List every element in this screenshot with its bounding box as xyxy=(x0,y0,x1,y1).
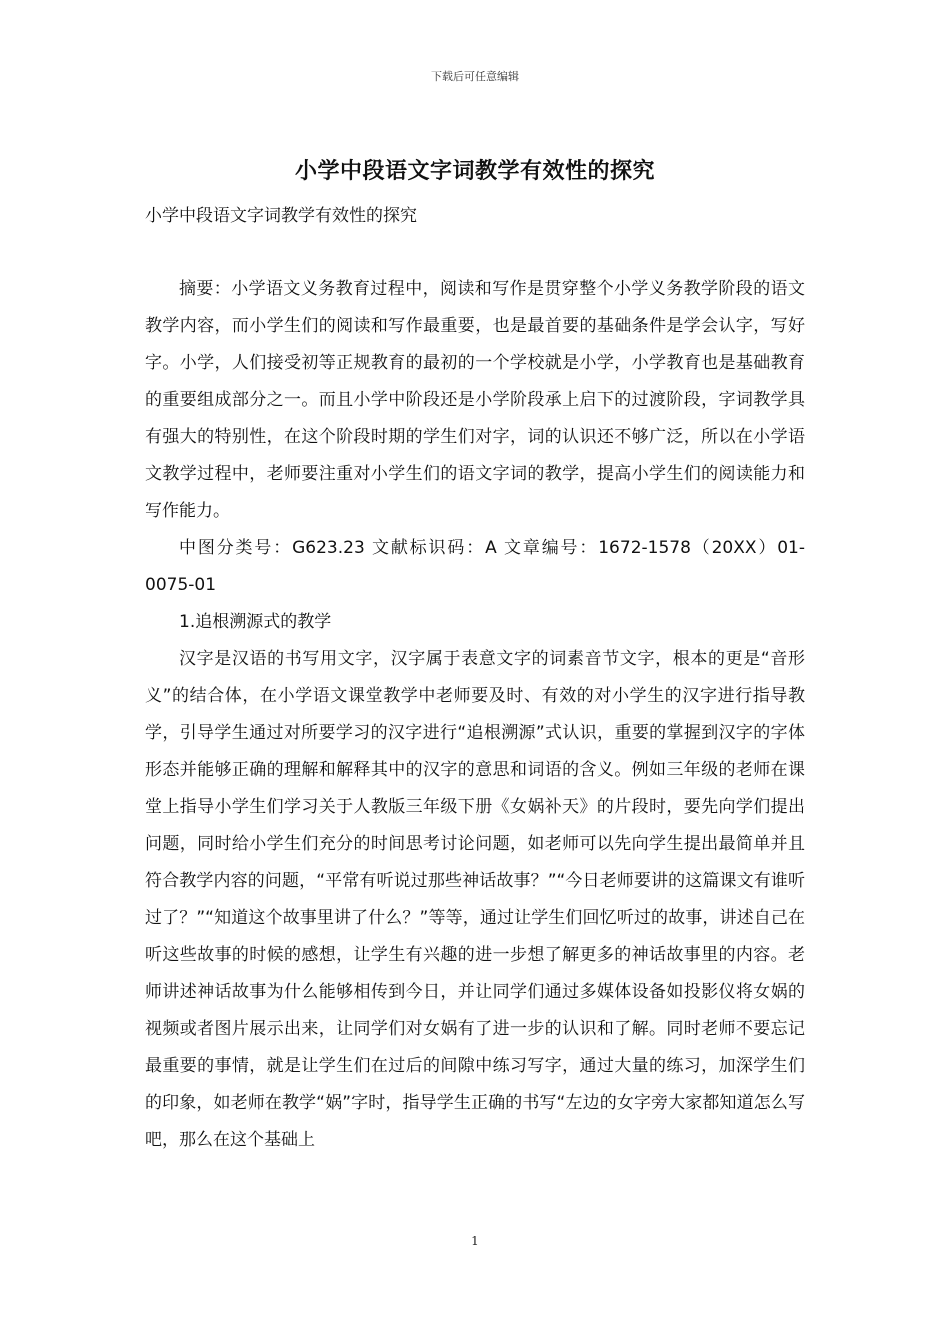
document-title: 小学中段语文字词教学有效性的探究 xyxy=(294,159,655,184)
document-body xyxy=(145,271,805,1159)
section-heading: 1.追根溯源式的教学 xyxy=(179,612,332,632)
classification-paragraph: 中图分类号：G623.23 文献标识码：A 文章编号：1672-1578（20XX）01-0075-01 xyxy=(145,538,805,595)
page-number: 1 xyxy=(471,1234,479,1248)
header-note: 下载后可任意编辑 xyxy=(431,70,519,83)
document-subtitle: 小学中段语文字词教学有效性的探究 xyxy=(145,206,417,226)
abstract-paragraph: 摘要：小学语文义务教育过程中，阅读和写作是贯穿整个小学义务教学阶段的语文教学内容，而小学生们的阅读和写作最重要，也是最首要的基础条件是学会认字，写好字。小学，人们接受初等正规教育的最初的一个学校就是小学，小学教育也是基础教育的重要组成部分之一。而且小学中阶段还是小学阶段承上启下的过渡阶段，字词教学具有强大的特别性，在这个阶段时期的学生们对字，词的认识还不够广泛，所以在小学语文教学过程中，老师要注重对小学生们的语文字词的教学，提高小学生们的阅读能力和写作能力。 xyxy=(145,279,805,521)
body-paragraph: 汉字是汉语的书写用文字，汉字属于表意文字的词素音节文字，根本的更是“音形义”的结合体，在小学语文课堂教学中老师要及时、有效的对小学生的汉字进行指导教学，引导学生通过对所要学习的汉字进行“追根溯源”式认识，重要的掌握到汉字的字体形态并能够正确的理解和解释其中的汉字的意思和词语的含义。例如三年级的老师在课堂上指导小学生们学习关于人教版三年级下册《女娲补天》的片段时，要先向学们提出问题，同时给小学生们充分的时间思考讨论问题，如老师可以先向学生提出最简单并且符合教学内容的问题，“平常有听说过那些神话故事？”“今日老师要讲的这篇课文有谁听过了？”“知道这个故事里讲了什么？”等等，通过让学生们回忆听过的故事，讲述自己在听这些故事的时候的感想，让学生有兴趣的进一步想了解更多的神话故事里的内容。老师讲述神话故事为什么能够相传到今日，并让同学们通过多媒体设备如投影仪将女娲的视频或者图片展示出来，让同学们对女娲有了进一步的认识和了解。同时老师不要忘记最重要的事情，就是让学生们在过后的间隙中练习写字，通过大量的练习，加深学生们的印象，如老师在教学“娲”字时，指导学生正确的书写“左边的女字旁大家都知道怎么写吧，那么在这个基础上 xyxy=(145,649,805,1150)
